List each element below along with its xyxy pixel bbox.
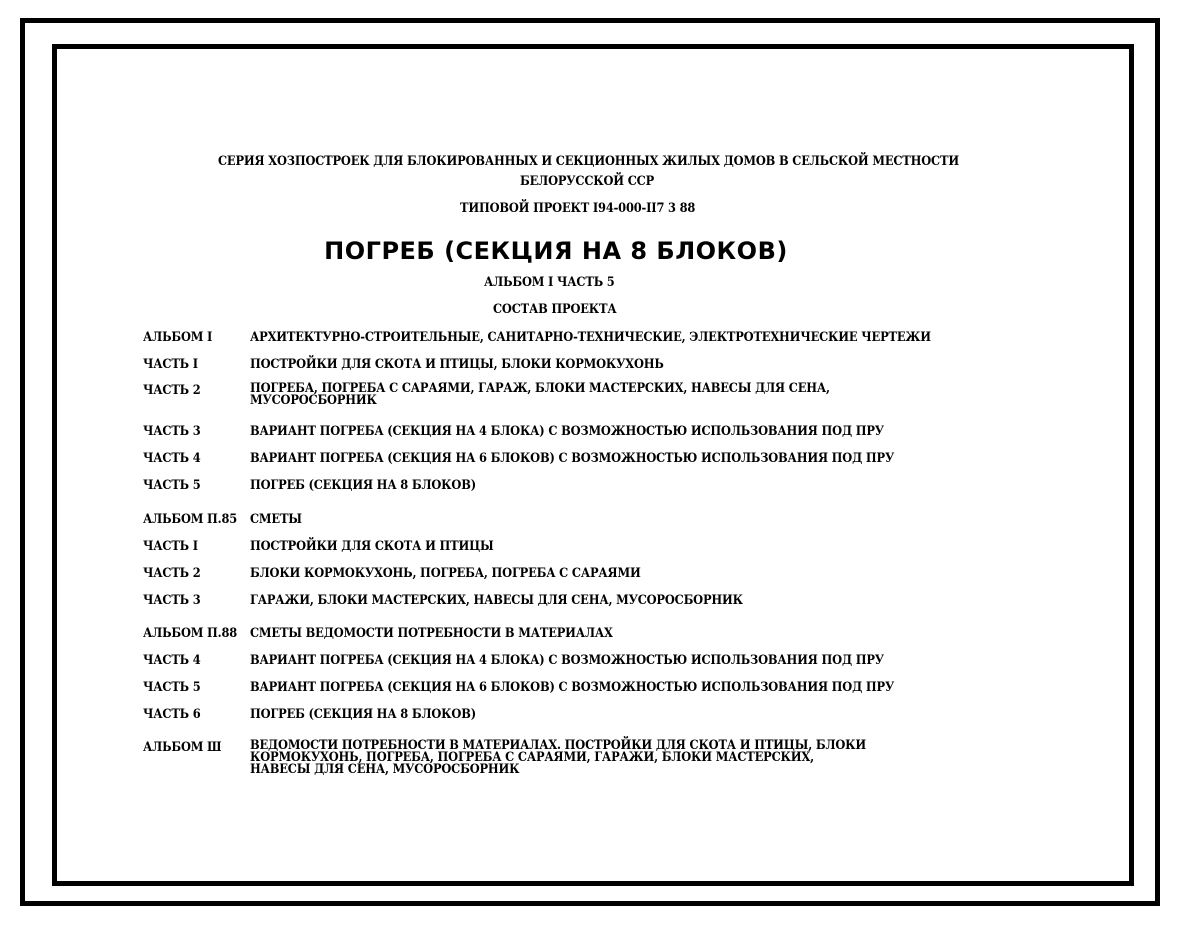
row-text: ПОСТРОЙКИ ДЛЯ СКОТА И ПТИЦЫ, БЛОКИ КОРМОКУХОНЬ	[250, 357, 664, 372]
row-text: ВАРИАНТ ПОГРЕБА (СЕКЦИЯ НА 6 БЛОКОВ) С ВОЗМОЖНОСТЬЮ ИСПОЛЬЗОВАНИЯ ПОД ПРУ	[250, 680, 895, 695]
row-label: ЧАСТЬ 4	[143, 653, 201, 668]
series-line-2: БЕЛОРУССКОЙ ССР	[520, 174, 655, 189]
row-label: ЧАСТЬ 3	[143, 593, 201, 608]
composition-heading: СОСТАВ ПРОЕКТА	[493, 302, 617, 317]
row-text: БЛОКИ КОРМОКУХОНЬ, ПОГРЕБА, ПОГРЕБА С САРАЯМИ	[250, 566, 641, 581]
row-text: ПОГРЕБ (СЕКЦИЯ НА 8 БЛОКОВ)	[250, 478, 476, 493]
row-text: ВЕДОМОСТИ ПОТРЕБНОСТИ В МАТЕРИАЛАХ. ПОСТРОЙКИ ДЛЯ СКОТА И ПТИЦЫ, БЛОКИ КОРМОКУХОНЬ, ПОГРЕБА, ПОГРЕБА С САРАЯМИ, ГАРАЖИ, БЛОКИ МАСТЕРСКИХ, НАВЕСЫ ДЛЯ СЕНА, МУСОРОСБОРНИК	[250, 738, 867, 777]
row-label: ЧАСТЬ 3	[143, 424, 201, 439]
row-label: ЧАСТЬ I	[143, 539, 198, 554]
row-label: ЧАСТЬ 4	[143, 451, 201, 466]
project-number: ТИПОВОЙ ПРОЕКТ I94-000-II7 3 88	[460, 201, 696, 216]
row-label: ЧАСТЬ 2	[143, 383, 201, 398]
row-label: АЛЬБОМ П.85	[143, 512, 238, 527]
row-label: ЧАСТЬ 6	[143, 707, 201, 722]
row-text: АРХИТЕКТУРНО-СТРОИТЕЛЬНЫЕ, САНИТАРНО-ТЕХНИЧЕСКИЕ, ЭЛЕКТРОТЕХНИЧЕСКИЕ ЧЕРТЕЖИ	[250, 330, 931, 345]
row-text: ПОГРЕБА, ПОГРЕБА С САРАЯМИ, ГАРАЖ, БЛОКИ МАСТЕРСКИХ, НАВЕСЫ ДЛЯ СЕНА, МУСОРОСБОРНИК	[250, 381, 830, 408]
row-text: ПОСТРОЙКИ ДЛЯ СКОТА И ПТИЦЫ	[250, 539, 494, 554]
row-text: ВАРИАНТ ПОГРЕБА (СЕКЦИЯ НА 4 БЛОКА) С ВОЗМОЖНОСТЬЮ ИСПОЛЬЗОВАНИЯ ПОД ПРУ	[250, 424, 884, 439]
row-text: ПОГРЕБ (СЕКЦИЯ НА 8 БЛОКОВ)	[250, 707, 476, 722]
row-text: ГАРАЖИ, БЛОКИ МАСТЕРСКИХ, НАВЕСЫ ДЛЯ СЕНА, МУСОРОСБОРНИК	[250, 593, 743, 608]
row-text: ВАРИАНТ ПОГРЕБА (СЕКЦИЯ НА 4 БЛОКА) С ВОЗМОЖНОСТЬЮ ИСПОЛЬЗОВАНИЯ ПОД ПРУ	[250, 653, 884, 668]
row-label: АЛЬБОМ I	[143, 330, 213, 345]
row-text: ВАРИАНТ ПОГРЕБА (СЕКЦИЯ НА 6 БЛОКОВ) С ВОЗМОЖНОСТЬЮ ИСПОЛЬЗОВАНИЯ ПОД ПРУ	[250, 451, 895, 466]
album-part: АЛЬБОМ I ЧАСТЬ 5	[484, 275, 615, 290]
row-label: ЧАСТЬ 5	[143, 680, 201, 695]
row-label: АЛЬБОМ Ш	[143, 740, 222, 755]
row-label: ЧАСТЬ 2	[143, 566, 201, 581]
row-label: ЧАСТЬ I	[143, 357, 198, 372]
row-text: СМЕТЫ ВЕДОМОСТИ ПОТРЕБНОСТИ В МАТЕРИАЛАХ	[250, 626, 613, 641]
row-label: АЛЬБОМ П.88	[143, 626, 238, 641]
series-line-1: СЕРИЯ ХОЗПОСТРОЕК ДЛЯ БЛОКИРОВАННЫХ И СЕКЦИОННЫХ ЖИЛЫХ ДОМОВ В СЕЛЬСКОЙ МЕСТНОСТИ	[218, 154, 959, 169]
row-label: ЧАСТЬ 5	[143, 478, 201, 493]
page-title: ПОГРЕБ (СЕКЦИЯ НА 8 БЛОКОВ)	[324, 237, 788, 265]
row-text: СМЕТЫ	[250, 512, 302, 527]
